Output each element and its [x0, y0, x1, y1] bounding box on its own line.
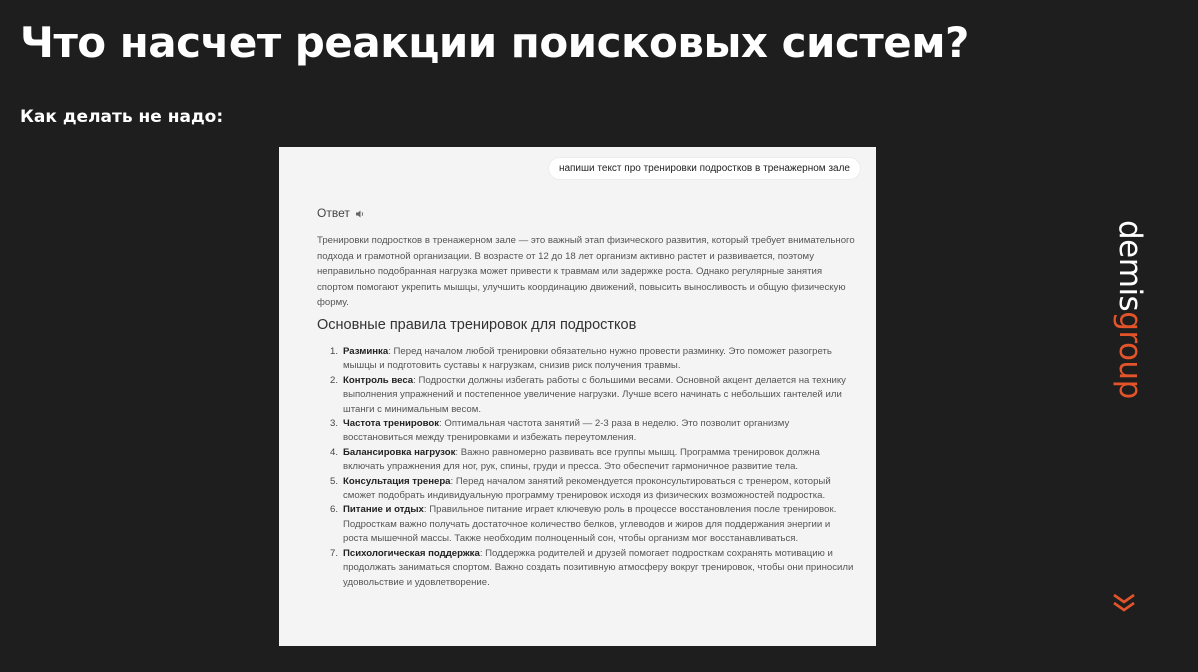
- list-item-title: Частота тренировок: [343, 418, 440, 430]
- list-item-title: Разминка: [343, 346, 389, 357]
- list-item: [317, 547, 857, 590]
- list-item-number: 1.: [329, 346, 338, 357]
- answer-intro: Тренировки подростков в тренажерном зале — это важный этап физического развития, который требует внимательного подхода и грамотной организации. В возрасте от 12 до 18 лет организм активно растет и развивается, поэтому неправильно подобранная нагрузка может привести к травмам или задержке роста. Однако регулярные занятия спортом помогают укрепить мышцы, улучшить координацию движений, повысить выносливость и общую физическую форму.: [317, 235, 855, 308]
- list-item-text: : Важно равномерно развивать все группы мышц. Программа тренировок должна включать упражнения для ног, рук, спины, груди и пресса. Это обеспечит гармоничное развитие тела.: [343, 446, 820, 473]
- list-item-body: [343, 446, 857, 475]
- list-item-text: : Оптимальная частота занятий — 2-3 раза в неделю. Это позволит организму восстановиться между тренировками и избежать переутомления.: [343, 418, 790, 444]
- list-item-text: : Поддержка родителей и друзей помогает подросткам сохранять мотивацию и продолжать заниматься спортом. Важно создать позитивную атмосферу вокруг тренировок, чтобы они приносили удовольствие и удовлетворение.: [343, 547, 854, 588]
- list-item-title: Балансировка нагрузок: [343, 446, 456, 458]
- list-item-title: Консультация тренера: [343, 475, 451, 487]
- list-item-body: [343, 374, 857, 417]
- list-item: [317, 475, 857, 504]
- brand-logo: [1104, 220, 1156, 430]
- brand-part-2: group: [1112, 311, 1148, 399]
- list-item-text: : Перед началом занятий рекомендуется проконсультироваться с тренером, который сможет подобрать индивидуальную программу тренировок исходя из физических возможностей подростка.: [343, 475, 831, 502]
- list-item-body: [343, 417, 857, 446]
- rules-list: [317, 345, 857, 590]
- double-chevron-icon: [1111, 592, 1137, 619]
- list-item-text: : Правильное питание играет ключевую роль в процессе восстановления после тренировок. Подросткам важно получать достаточное количество белков, углеводов и жиров для поддержания энергии и роста мышечной массы. Также необходим полноценный сон, чтобы организм мог восстанавливаться.: [343, 504, 837, 545]
- section-heading: Основные правила тренировок для подростков: [317, 317, 637, 333]
- answer-label: Ответ: [317, 206, 350, 220]
- list-item-number: 3.: [329, 418, 338, 430]
- chat-screenshot: [279, 147, 876, 646]
- list-item: [317, 446, 857, 475]
- answer-header: [317, 206, 365, 220]
- list-item: [317, 374, 857, 417]
- list-item: [317, 417, 857, 446]
- list-item-number: 7.: [329, 547, 338, 559]
- user-prompt-bubble: напиши текст про тренировки подростков в тренажерном зале: [549, 158, 860, 179]
- list-item-number: 5.: [329, 475, 338, 487]
- list-item-body: [343, 503, 857, 546]
- list-item-title: Психологическая поддержка: [343, 547, 480, 559]
- list-item-number: 6.: [329, 504, 338, 516]
- list-item-title: Контроль веса: [343, 374, 414, 386]
- list-item: [317, 345, 857, 374]
- list-item-body: [343, 547, 857, 590]
- list-item-body: [343, 345, 857, 374]
- speaker-icon[interactable]: [355, 208, 365, 218]
- list-item: [317, 503, 857, 546]
- list-item-text: : Перед началом любой тренировки обязательно нужно провести разминку. Это поможет разогреть мышцы и подготовить суставы к нагрузкам, снизив риск получения травмы.: [343, 346, 832, 372]
- slide-title: Что насчет реакции поисковых систем?: [20, 18, 969, 67]
- list-item-number: 2.: [329, 374, 338, 386]
- brand-part-1: demis: [1112, 220, 1148, 312]
- list-item-title: Питание и отдых: [343, 504, 424, 516]
- brand-wordmark: [1112, 220, 1148, 399]
- slide-subtitle: Как делать не надо:: [20, 107, 224, 127]
- list-item-text: : Подростки должны избегать работы с большими весами. Основной акцент делается на технику выполнения упражнений и постепенное увеличение нагрузки. Лучше всего начинать с небольших гантелей или штанги с минимальным весом.: [343, 374, 846, 415]
- list-item-number: 4.: [329, 446, 338, 458]
- list-item-body: [343, 475, 857, 504]
